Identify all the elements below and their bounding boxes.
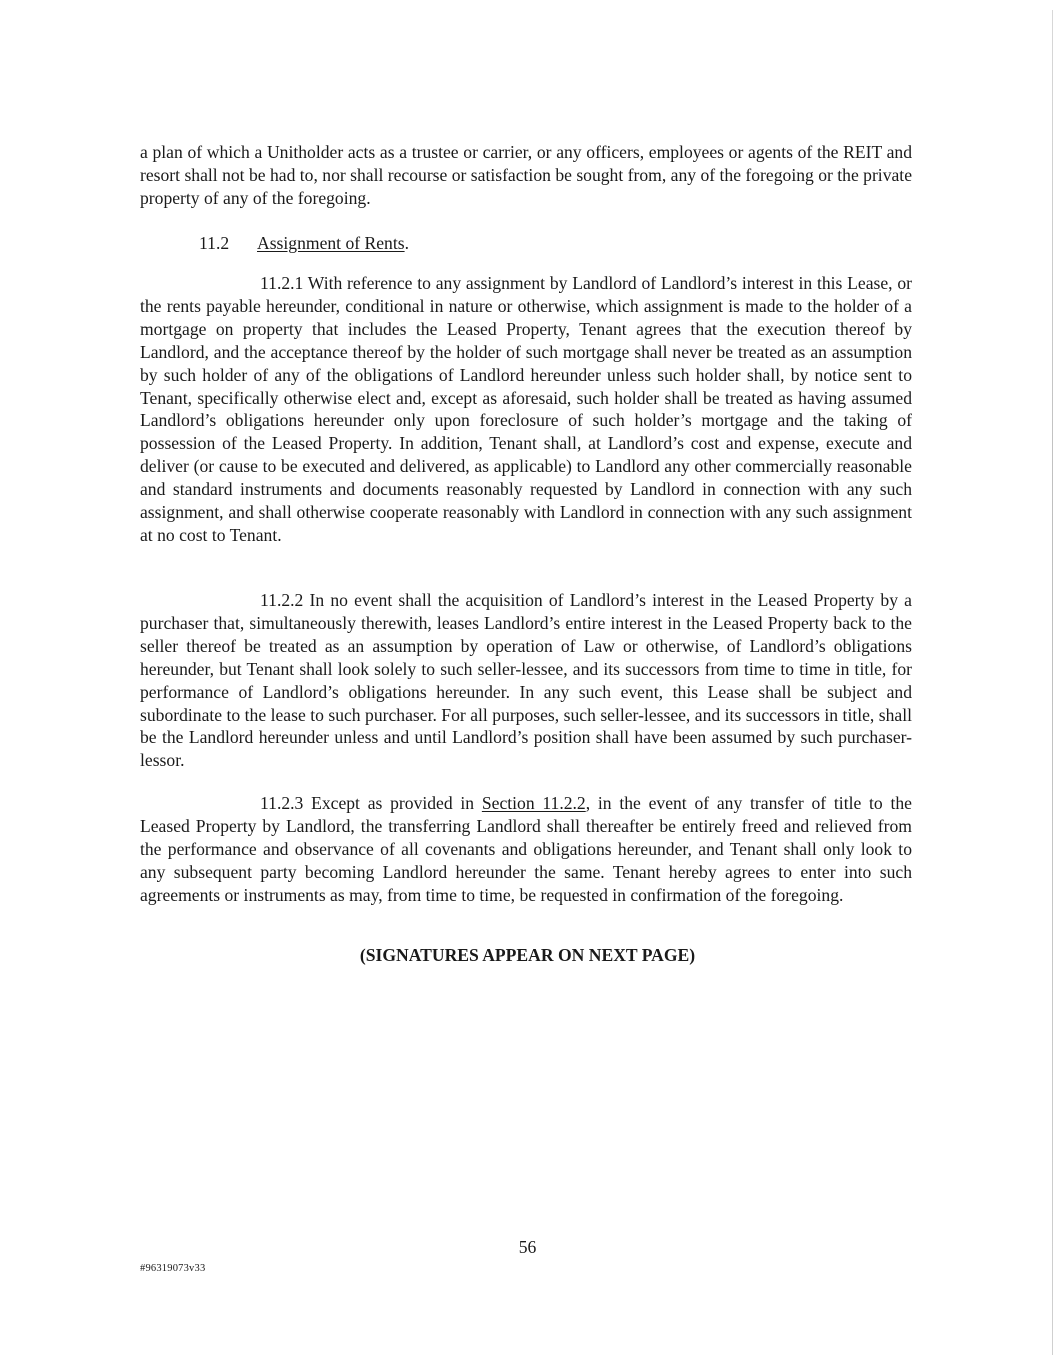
section-title: Assignment of Rents (257, 233, 405, 253)
section-number: 11.2 (199, 233, 230, 253)
page-number: 56 (518, 1237, 537, 1257)
paragraph-11-2-3-rest: , in the event of any transfer of title to the Leased Property by Landlord, the transferring Landlord shall thereafter be entirely freed and relieved from the performance and observance of all covenants and obligations hereunder, and Tenant shall only look to any subsequent party becoming Landlord hereunder the same. Tenant hereby agrees to enter into such agreements or instruments as may, from time to time, be requested in confirmation of the foregoing. (140, 793, 912, 905)
document-id: #96319073v33 (140, 1263, 206, 1274)
paragraph-11-2-3-lead: 11.2.3 Except as provided in (260, 793, 482, 813)
paragraph-continuation: a plan of which a Unitholder acts as a trustee or carrier, or any officers, employees or agents of the REIT and resort shall not be had to, nor shall recourse or satisfaction be sought from, any of the foregoing or the private property of any of the foregoing. (140, 142, 912, 208)
section-title-suffix: . (404, 233, 409, 253)
section-reference-link: Section 11.2.2 (481, 793, 586, 813)
paragraph-11-2-3 (140, 792, 912, 907)
paragraph-11-2-2: 11.2.2 In no event shall the acquisition of Landlord’s interest in the Leased Property by a purchaser that, simultaneously therewith, leases Landlord’s entire interest in the Leased Property back to the seller thereof be treated as an assumption by operation of Law or otherwise, of Landlord’s obligations hereunder, but Tenant shall look solely to such seller-lessee, and its successors from time to time in title, for performance of Landlord’s obligations hereunder. In any such event, this Lease shall be subject and subordinate to the lease to such purchaser. For all purposes, such seller-lessee, and its successors in title, shall be the Landlord hereunder unless and until Landlord’s position shall have been assumed by such purchaser-lessor. (140, 590, 912, 771)
signatures-notice: (SIGNATURES APPEAR ON NEXT PAGE) (359, 945, 696, 965)
page-edge (1052, 10, 1053, 1355)
section-heading-11-2 (199, 232, 409, 255)
paragraph-11-2-1: 11.2.1 With reference to any assignment by Landlord of Landlord’s interest in this Lease, or the rents payable hereunder, conditional in nature or otherwise, which assignment is made to the holder of a mortgage on property that includes the Leased Property, Tenant agrees that the execution thereof by Landlord, and the acceptance thereof by the holder of such mortgage shall never be treated as an assumption by such holder of any of the obligations of Landlord hereunder unless such holder shall, by notice sent to Tenant, specifically otherwise elect and, except as aforesaid, such holder shall be treated as having assumed Landlord’s obligations hereunder only upon foreclosure of such holder’s mortgage and the taking of possession of the Leased Property. In addition, Tenant shall, at Landlord’s cost and expense, execute and deliver (or cause to be executed and delivered, as applicable) to Landlord any other commercially reasonable and standard instruments and documents reasonably requested by Landlord in connection with any such assignment, and shall otherwise cooperate reasonably with Landlord in connection with any such assignment at no cost to Tenant. (140, 273, 912, 545)
